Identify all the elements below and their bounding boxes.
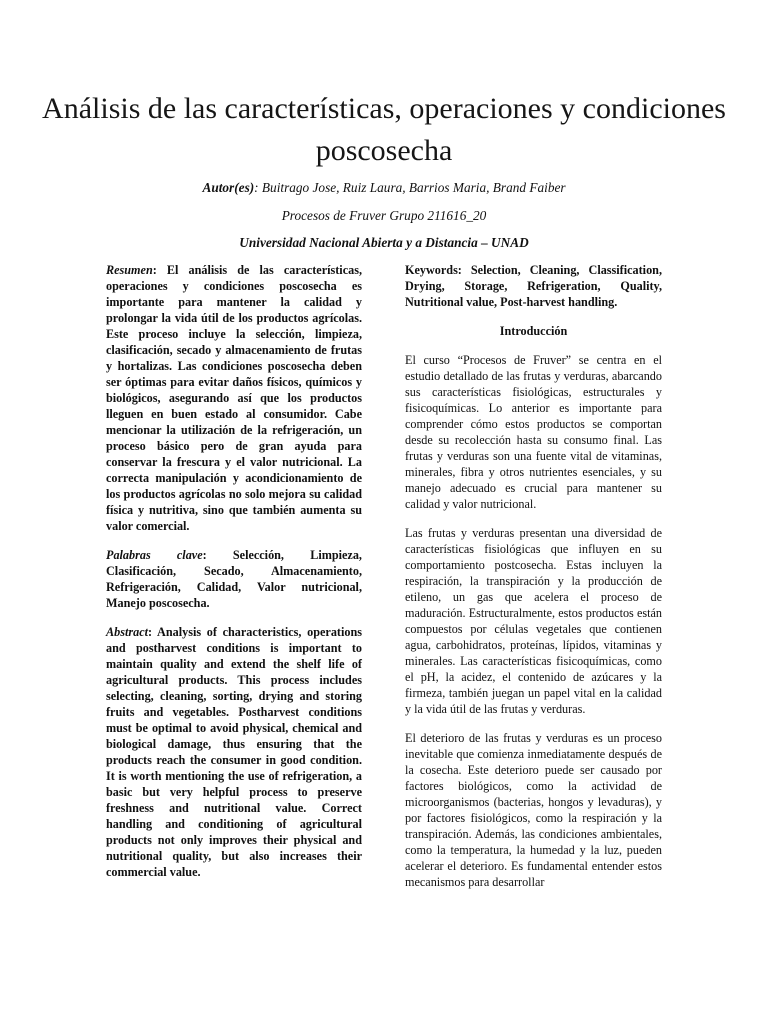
authors-names: : Buitrago Jose, Ruiz Laura, Barrios Maria, Brand Faiber	[254, 180, 566, 195]
intro-paragraph-3: El deterioro de las frutas y verduras es un proceso inevitable que comienza inmediatamente después de la cosecha. Este deterioro puede ser causado por factores biológicos, como la actividad de microorganismos (bacterias, hongos y levaduras), y por factores fisiológicos, como la respiración y la transpiración. Además, las condiciones ambientales, como la temperatura, la humedad y la luz, pueden acelerar el deterioro. Es fundamental entender estos mecanismos para desarrollar	[405, 731, 662, 889]
abstract-text: : Analysis of characteristics, operations and postharvest conditions is important to maintain quality and extend the shelf life of agricultural products. This process includes selecting, cleaning, sorting, drying and storing fruits and vegetables. Postharvest conditions must be optimal to avoid physical, chemical and biological damage, thus ensuring that the products reach the consumer in good condition. It is worth mentioning the use of refrigeration, a basic but very helpful process to preserve freshness and nutritional value. Correct handling and conditioning of agricultural products not only improves their physical and nutritional quality, but also increases their commercial value.	[106, 625, 362, 879]
course-line: Procesos de Fruver Grupo 211616_20	[281, 208, 487, 223]
right-column	[405, 262, 662, 903]
intro-paragraph-1: El curso “Procesos de Fruver” se centra en el estudio detallado de las frutas y verduras, abarcando sus características fisiológicas, estructurales y fisicoquímicas. Lo anterior es importante para comprender cómo estos productos se comportan desde su recolección hasta su consumo final. Las frutas y verduras son una fuente vital de vitaminas, minerales, fibra y otros nutrientes esenciales, y su manejo adecuado es crucial para mantener su calidad y valor nutricional.	[405, 353, 662, 511]
resumen-text: : El análisis de las características, operaciones y condiciones poscosecha es importante para mantener la calidad y prolongar la vida útil de los productos agrícolas. Este proceso incluye la selección, limpieza, clasificación, secado y almacenamiento de frutas y hortalizas. Las condiciones poscosecha deben ser óptimas para evitar daños físicos, químicos y biológicos, asegurando así que los productos lleguen en buen estado al consumidor. Cabe mencionar la utilización de la refrigeración, un proceso básico pero de gran ayuda para conservar la frescura y el valor nutricional. La correcta manipulación y acondicionamiento de los productos agrícolas no solo mejora su calidad física y nutritiva, sino que también aumenta su valor comercial.	[106, 263, 362, 533]
palabras-clave-paragraph	[106, 547, 362, 611]
university-line: Universidad Nacional Abierta y a Distancia – UNAD	[239, 235, 529, 250]
left-column	[106, 262, 362, 893]
resumen-paragraph	[106, 262, 362, 534]
introduccion-heading: Introducción	[499, 324, 568, 338]
intro-paragraph-2: Las frutas y verduras presentan una diversidad de características fisiológicas que influyen en su comportamiento postcosecha. Estas incluyen la respiración, la transpiración y la producción de etileno, un gas que acelera el proceso de maduración. Estructuralmente, estos productos están compuestos por células vegetales que contienen agua, carbohidratos, proteínas, lípidos, vitaminas y minerales. Las características fisicoquímicas, como el pH, la acidez, el contenido de azúcares y la firmeza, también juegan un papel vital en la calidad y la vida útil de las frutas y verduras.	[405, 526, 662, 716]
palabras-clave-text: : Selección, Limpieza, Clasificación, Secado, Almacenamiento, Refrigeración, Calidad, Valor nutricional, Manejo poscosecha.	[106, 548, 362, 610]
palabras-clave-label: Palabras clave	[106, 548, 203, 562]
resumen-label: Resumen	[106, 263, 153, 277]
abstract-label: Abstract	[106, 625, 148, 639]
keywords-paragraph: Keywords: Selection, Cleaning, Classification, Drying, Storage, Refrigeration, Quality, Nutritional value, Post-harvest handling.	[405, 263, 662, 309]
author-line	[40, 179, 728, 197]
paper-title: Análisis de las características, operaciones y condiciones poscosecha	[42, 92, 726, 167]
authors-label: Autor(es)	[202, 180, 255, 195]
abstract-paragraph	[106, 624, 362, 880]
